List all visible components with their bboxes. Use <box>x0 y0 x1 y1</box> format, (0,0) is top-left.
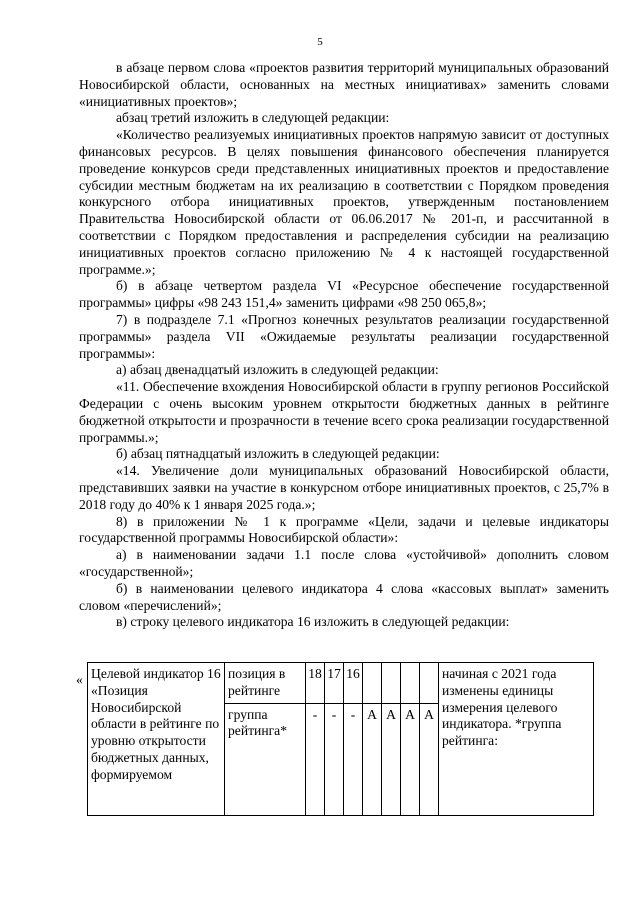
table-cell: - <box>306 703 325 815</box>
table-cell: - <box>344 703 363 815</box>
indicator-table <box>87 662 594 816</box>
paragraph: а) абзац двенадцатый изложить в следующей редакции: <box>116 362 439 378</box>
table-cell <box>363 663 382 704</box>
page-number: 5 <box>317 36 323 48</box>
paragraph: «14. Увеличение доли муниципальных образований Новосибирской области, представивших заявки на участие в конкурсном отборе инициативных проектов, с 25,7% в 2018 году до 40% к 1 января 2025 года.»; <box>79 463 609 512</box>
table-cell: A <box>420 703 439 815</box>
table-cell: 16 <box>344 663 363 704</box>
table-cell: позиция в рейтинге <box>225 663 306 704</box>
document-body <box>79 60 609 631</box>
paragraph: б) в абзаце четвертом раздела VI «Ресурсное обеспечение государственной программы» цифры «98 243 151,4» заменить цифрами «98 250 065,8»; <box>79 278 609 311</box>
paragraph: б) в наименовании целевого индикатора 4 слова «кассовых выплат» заменить словом «перечислений»; <box>79 580 609 613</box>
table-cell: группа рейтинга* <box>225 703 306 815</box>
paragraph: б) абзац пятнадцатый изложить в следующей редакции: <box>116 446 440 462</box>
paragraph: 8) в приложении № 1 к программе «Цели, задачи и целевые индикаторы государственной программы Новосибирской области»: <box>79 513 609 546</box>
table-cell <box>382 663 401 704</box>
table-cell: A <box>382 703 401 815</box>
paragraph: абзац третий изложить в следующей редакции: <box>116 110 390 126</box>
table-cell: - <box>325 703 344 815</box>
table-row <box>88 663 594 704</box>
table-cell <box>420 663 439 704</box>
paragraph: в) строку целевого индикатора 16 изложить в следующей редакции: <box>116 614 510 630</box>
table-cell: A <box>401 703 420 815</box>
table-cell <box>401 663 420 704</box>
paragraph: а) в наименовании задачи 1.1 после слова «устойчивой» дополнить словом «государственной»; <box>79 547 609 579</box>
paragraph: 7) в подразделе 7.1 «Прогноз конечных результатов реализации государственной программы» раздела VII «Ожидаемые результаты реализации государственной программы»: <box>79 311 609 361</box>
paragraph: «Количество реализуемых инициативных проектов напрямую зависит от доступных финансовых ресурсов. В целях повышения финансового обеспечения планируется проведение конкурсов среди представленных инициативных проектов и предоставление субсидии местным бюджетам на их реализацию в соответствии с Порядком проведения конкурсного отбора инициативных проектов, утвержденным постановлением Правительства Новосибирской области от 06.06.2017 № 201-п, и рассчитанной в соответствии с Порядком предоставления и распределения субсидии на реализацию инициативных проектов согласно приложению № 4 к настоящей государственной программе.»; <box>79 127 609 277</box>
table-cell: 18 <box>306 663 325 704</box>
indicator-name-cell: Целевой индикатор 16 «Позиция Новосибирской области в рейтинге по уровню открытости бюджетных данных, формируемом <box>88 663 225 816</box>
paragraph: в абзаце первом слова «проектов развития территорий муниципальных образований Новосибирской области, основанных на местных инициативах» заменить словами «инициативных проектов»; <box>79 60 609 109</box>
table-cell: 17 <box>325 663 344 704</box>
table-cell: A <box>363 703 382 815</box>
open-quote: « <box>76 672 83 687</box>
paragraph: «11. Обеспечение вхождения Новосибирской области в группу регионов Российской Федерации с очень высоким уровнем открытости бюджетных данных в рейтинге бюджетной открытости и прозрачности в течение всего срока реализации государственной программы.»; <box>79 379 609 445</box>
note-cell: начиная с 2021 года изменены единицы измерения целевого индикатора. *группа рейтинга: <box>439 663 594 816</box>
